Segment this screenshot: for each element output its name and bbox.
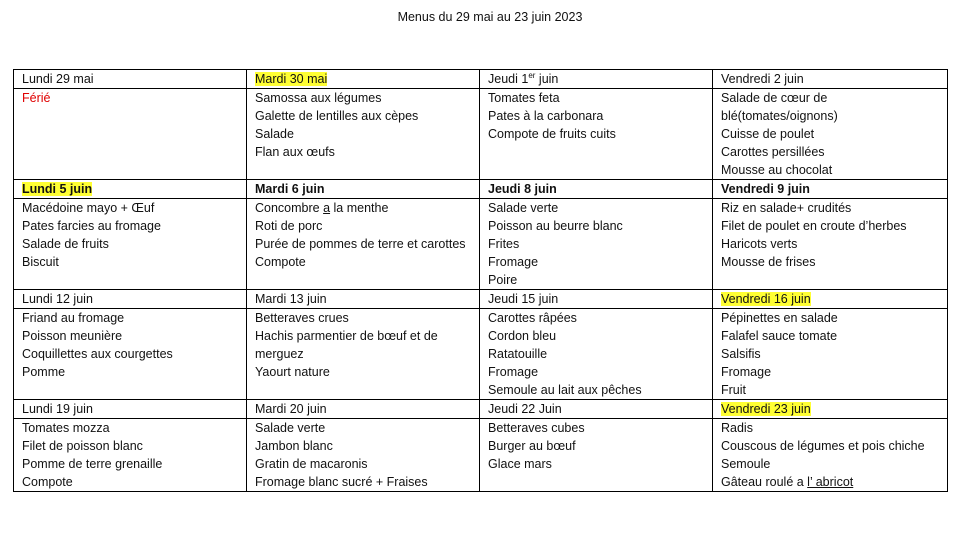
day-menu bbox=[14, 419, 247, 492]
day-header: Mardi 20 juin bbox=[247, 400, 480, 419]
menu-table bbox=[13, 69, 948, 492]
day-menu bbox=[480, 199, 713, 290]
menu-item: Tomates feta bbox=[488, 91, 560, 105]
week-menu-row bbox=[14, 309, 948, 400]
menu-item: Roti de porc bbox=[255, 219, 323, 233]
menu-item: Pomme bbox=[22, 365, 66, 379]
day-menu bbox=[247, 89, 480, 180]
menu-item: Yaourt nature bbox=[255, 365, 330, 379]
menu-item: Gâteau roulé a l’ abricot bbox=[721, 475, 854, 489]
menu-item: Pomme de terre grenaille bbox=[22, 457, 163, 471]
menu-item: Betteraves cubes bbox=[488, 421, 585, 435]
week-header-row bbox=[14, 290, 948, 309]
page-title: Menus du 29 mai au 23 juin 2023 bbox=[397, 10, 583, 24]
menu-item: Coquillettes aux courgettes bbox=[22, 347, 173, 361]
day-header: Mardi 6 juin bbox=[247, 180, 480, 199]
day-menu bbox=[247, 419, 480, 492]
menu-item: Fromage blanc sucré + Fraises bbox=[255, 475, 428, 489]
menu-item: Flan aux œufs bbox=[255, 145, 335, 159]
menu-item: Galette de lentilles aux cèpes bbox=[255, 109, 419, 123]
menu-item: Falafel sauce tomate bbox=[721, 329, 838, 343]
day-menu bbox=[713, 199, 948, 290]
menu-item: Compote de fruits cuits bbox=[488, 127, 616, 141]
menu-item: Radis bbox=[721, 421, 753, 435]
highlighted-day: Vendredi 23 juin bbox=[721, 402, 811, 416]
day-header: Lundi 12 juin bbox=[14, 290, 247, 309]
menu-item: Glace mars bbox=[488, 457, 552, 471]
day-header: Jeudi 1er juin bbox=[480, 70, 713, 89]
menu-item: Mousse de frises bbox=[721, 255, 816, 269]
week-menu-row bbox=[14, 419, 948, 492]
menu-item: Haricots verts bbox=[721, 237, 798, 251]
menu-item: Fromage bbox=[488, 365, 539, 379]
menu-item: Cordon bleu bbox=[488, 329, 557, 343]
menu-item: Compote bbox=[22, 475, 73, 489]
menu-item: Poisson meunière bbox=[22, 329, 123, 343]
day-header bbox=[247, 70, 480, 89]
day-menu bbox=[247, 199, 480, 290]
menu-item: Salsifis bbox=[721, 347, 761, 361]
menu-item: Biscuit bbox=[22, 255, 59, 269]
menu-item: Semoule bbox=[721, 457, 771, 471]
week-menu-row bbox=[14, 89, 948, 180]
menu-item: Filet de poisson blanc bbox=[22, 439, 143, 453]
menu-item: Cuisse de poulet bbox=[721, 127, 815, 141]
menu-item: Poisson au beurre blanc bbox=[488, 219, 623, 233]
day-header bbox=[713, 400, 948, 419]
menu-item: Concombre a la menthe bbox=[255, 201, 389, 215]
day-header: Jeudi 15 juin bbox=[480, 290, 713, 309]
week-menu-row bbox=[14, 199, 948, 290]
highlighted-day: Mardi 30 mai bbox=[255, 72, 328, 86]
menu-item: Tomates mozza bbox=[22, 421, 110, 435]
day-header bbox=[713, 290, 948, 309]
menu-item: Salade verte bbox=[488, 201, 559, 215]
day-header: Jeudi 8 juin bbox=[480, 180, 713, 199]
menu-item: Salade verte bbox=[255, 421, 326, 435]
menu-item: Filet de poulet en croute d’herbes bbox=[721, 219, 907, 233]
menu-item: Hachis parmentier de bœuf et de merguez bbox=[255, 329, 438, 361]
menu-item: Carottes râpées bbox=[488, 311, 577, 325]
menu-item: Burger au bœuf bbox=[488, 439, 576, 453]
day-header: Lundi 29 mai bbox=[14, 70, 247, 89]
menu-item: Carottes persillées bbox=[721, 145, 825, 159]
menu-item: Salade de fruits bbox=[22, 237, 109, 251]
menu-item: Salade bbox=[255, 127, 294, 141]
day-menu bbox=[480, 89, 713, 180]
day-header: Vendredi 9 juin bbox=[713, 180, 948, 199]
menu-item: Couscous de légumes et pois chiche bbox=[721, 439, 925, 453]
day-menu bbox=[713, 89, 948, 180]
menu-item: Macédoine mayo + Œuf bbox=[22, 201, 155, 215]
menu-item: Betteraves crues bbox=[255, 311, 349, 325]
week-header-row bbox=[14, 70, 948, 89]
menu-item: Jambon blanc bbox=[255, 439, 333, 453]
week-header-row bbox=[14, 180, 948, 199]
menu-item: Fruit bbox=[721, 383, 746, 397]
menu-item: Pates farcies au fromage bbox=[22, 219, 161, 233]
menu-item: Samossa aux légumes bbox=[255, 91, 382, 105]
day-header: Lundi 19 juin bbox=[14, 400, 247, 419]
menu-item: Riz en salade+ crudités bbox=[721, 201, 852, 215]
day-header bbox=[14, 180, 247, 199]
day-menu bbox=[14, 89, 247, 180]
day-menu bbox=[480, 309, 713, 400]
menu-item: Purée de pommes de terre et carottes bbox=[255, 237, 466, 251]
menu-item: Pépinettes en salade bbox=[721, 311, 838, 325]
menu-item: Fromage bbox=[488, 255, 539, 269]
menu-item: Gratin de macaronis bbox=[255, 457, 368, 471]
menu-item: Compote bbox=[255, 255, 306, 269]
day-menu bbox=[713, 309, 948, 400]
day-menu bbox=[713, 419, 948, 492]
menu-item: Pates à la carbonara bbox=[488, 109, 604, 123]
day-menu bbox=[247, 309, 480, 400]
menu-item: Semoule au lait aux pêches bbox=[488, 383, 642, 397]
highlighted-day: Vendredi 16 juin bbox=[721, 292, 811, 306]
menu-item: Frites bbox=[488, 237, 520, 251]
highlighted-day: Lundi 5 juin bbox=[22, 182, 93, 196]
menu-item: Fromage bbox=[721, 365, 772, 379]
menu-item: Friand au fromage bbox=[22, 311, 125, 325]
day-header: Vendredi 2 juin bbox=[713, 70, 948, 89]
menu-item: Mousse au chocolat bbox=[721, 163, 833, 177]
menu-item: Ratatouille bbox=[488, 347, 548, 361]
holiday-label: Férié bbox=[22, 91, 51, 105]
day-menu bbox=[14, 309, 247, 400]
day-menu bbox=[480, 419, 713, 492]
menu-item: Poire bbox=[488, 273, 518, 287]
week-header-row bbox=[14, 400, 948, 419]
day-header: Mardi 13 juin bbox=[247, 290, 480, 309]
day-header: Jeudi 22 Juin bbox=[480, 400, 713, 419]
day-menu bbox=[14, 199, 247, 290]
menu-item: Salade de cœur de blé(tomates/oignons) bbox=[721, 91, 838, 123]
